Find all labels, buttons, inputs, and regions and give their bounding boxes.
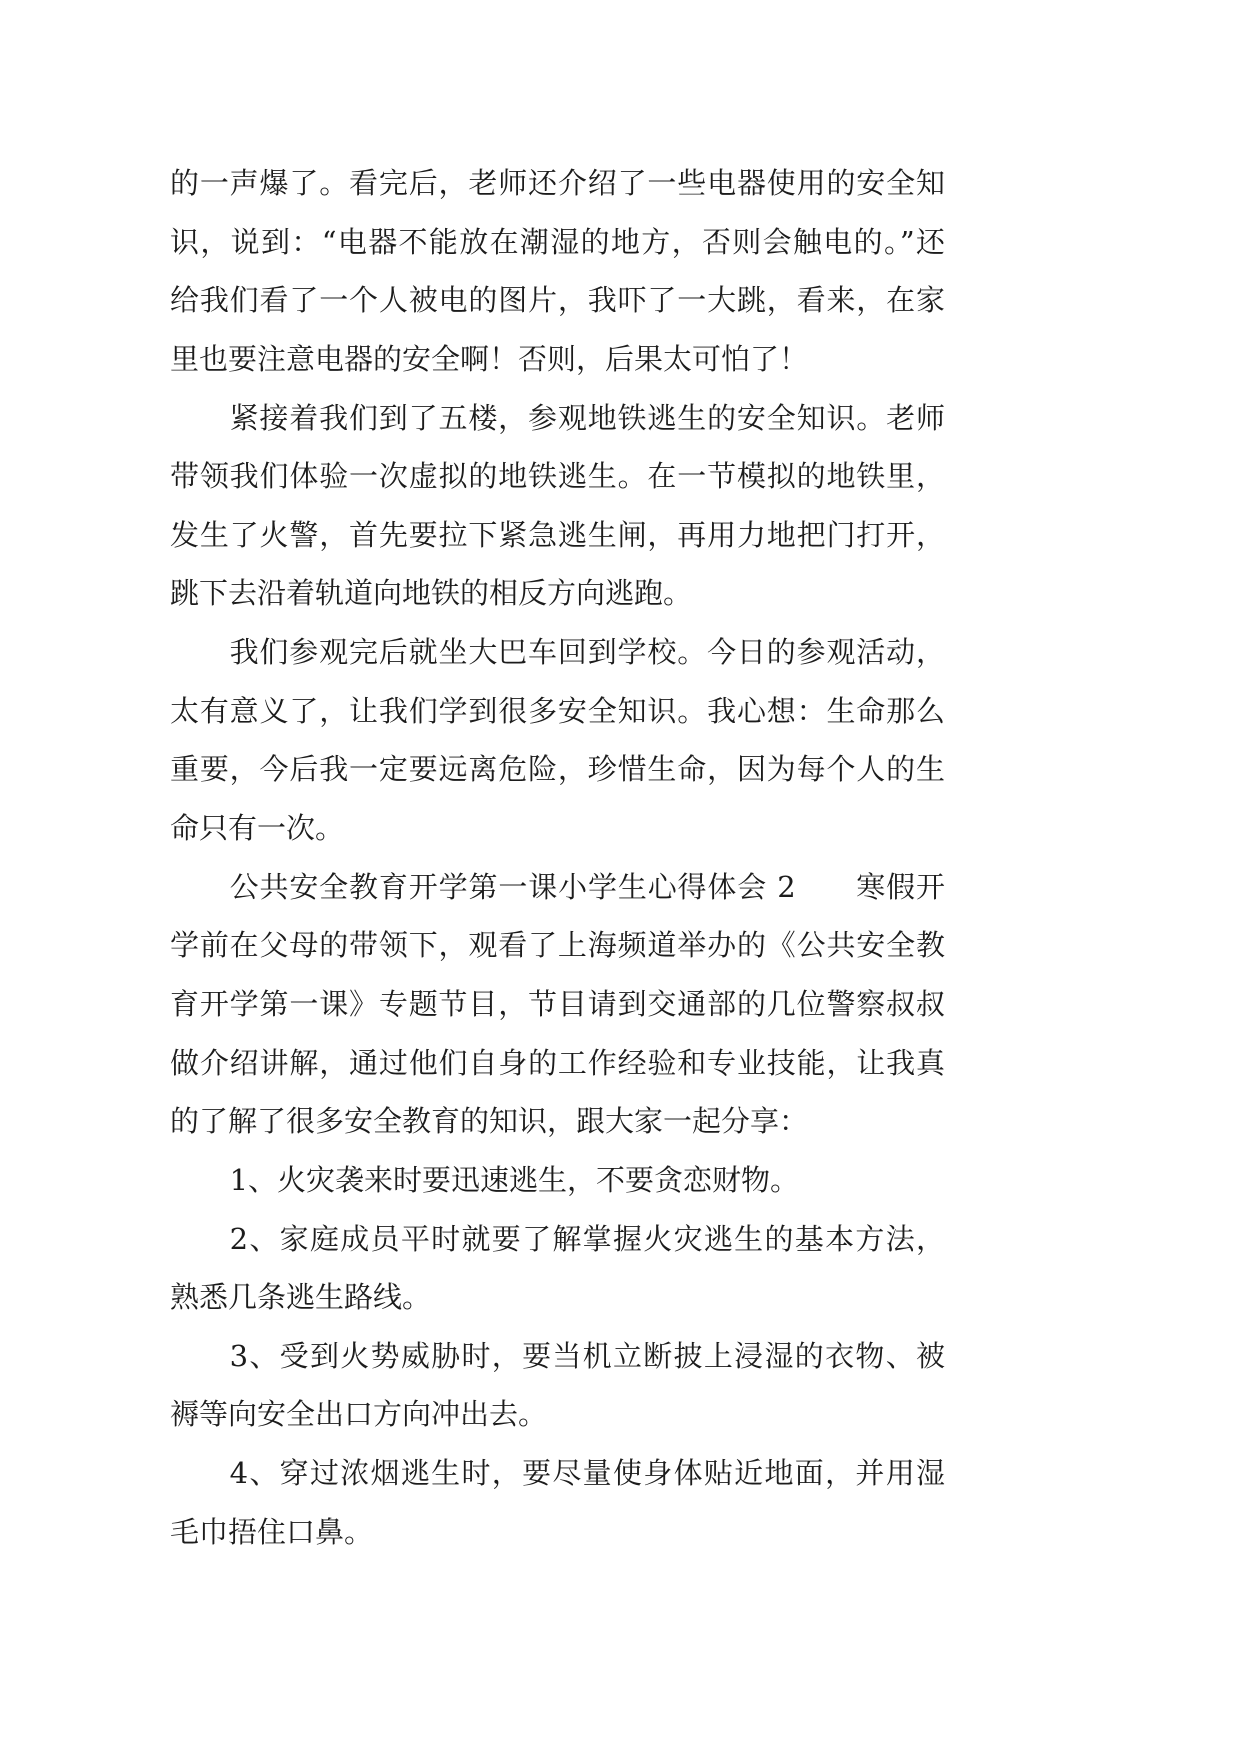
paragraph-line: 褥等向安全出口方向冲出去。: [170, 1397, 548, 1432]
paragraph-line: 的了解了很多安全教育的知识，跟大家一起分享：: [170, 1104, 809, 1139]
paragraph-line: 公共安全教育开学第一课小学生心得体会 2 寒假开: [229, 869, 945, 904]
paragraph-line: 跳下去沿着轨道向地铁的相反方向逃跑。: [170, 576, 693, 611]
paragraph-line: 2、家庭成员平时就要了解掌握火灾逃生的基本方法，: [229, 1221, 945, 1256]
paragraph-line: 带领我们体验一次虚拟的地铁逃生。在一节模拟的地铁里，: [170, 459, 945, 494]
paragraph-line: 1、火灾袭来时要迅速逃生，不要贪恋财物。: [229, 1162, 800, 1197]
paragraph-line: 给我们看了一个人被电的图片，我吓了一大跳，看来，在家: [170, 283, 945, 318]
paragraph-line: 4、穿过浓烟逃生时，要尽量使身体贴近地面，并用湿: [229, 1456, 945, 1491]
paragraph-line: 做介绍讲解，通过他们自身的工作经验和专业技能，让我真: [170, 1045, 945, 1080]
paragraph-line: 毛巾捂住口鼻。: [170, 1514, 374, 1549]
paragraph-line: 识，说到：“电器不能放在潮湿的地方，否则会触电的。”还: [170, 224, 945, 259]
list-item: [170, 1210, 945, 1327]
paragraph-line: 熟悉几条逃生路线。: [170, 1280, 432, 1315]
paragraph-line: 紧接着我们到了五楼，参观地铁逃生的安全知识。老师: [229, 400, 945, 435]
list-item: [170, 1444, 945, 1561]
paragraph: [170, 623, 945, 858]
paragraph-line: 里也要注意电器的安全啊！否则，后果太可怕了！: [170, 341, 809, 376]
paragraph-line: 3、受到火势威胁时，要当机立断披上浸湿的衣物、被: [229, 1338, 945, 1373]
paragraph: [170, 389, 945, 624]
list-item: [170, 1327, 945, 1444]
paragraph-line: 命只有一次。: [170, 811, 345, 846]
paragraph-line: 太有意义了，让我们学到很多安全知识。我心想：生命那么: [170, 693, 945, 728]
document-body: [170, 154, 945, 1561]
paragraph: [170, 154, 945, 389]
paragraph-line: 我们参观完后就坐大巴车回到学校。今日的参观活动，: [229, 635, 945, 670]
paragraph-line: 重要，今后我一定要远离危险，珍惜生命，因为每个人的生: [170, 752, 945, 787]
paragraph-line: 育开学第一课》专题节目，节目请到交通部的几位警察叔叔: [170, 986, 945, 1021]
paragraph-line: 学前在父母的带领下，观看了上海频道举办的《公共安全教: [170, 928, 945, 963]
paragraph: [170, 858, 945, 1151]
paragraph-line: 发生了火警，首先要拉下紧急逃生闸，再用力地把门打开，: [170, 517, 945, 552]
list-item: [170, 1151, 945, 1210]
paragraph-line: 的一声爆了。看完后，老师还介绍了一些电器使用的安全知: [170, 166, 945, 200]
